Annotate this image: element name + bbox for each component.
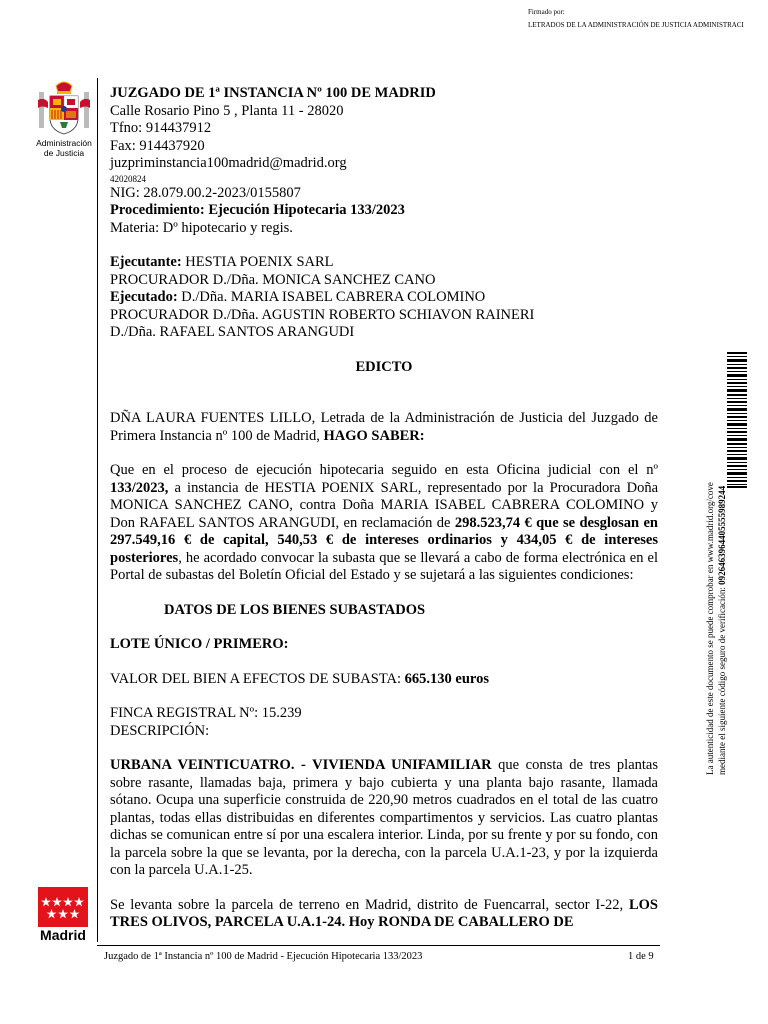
materia: Materia: Dº hipotecario y regis.	[110, 219, 293, 236]
valor-line	[110, 671, 658, 689]
coat-of-arms-icon	[36, 80, 92, 140]
intro-text: DÑA LAURA FUENTES LILLO, Letrada de la Administración de Justicia del Juzgado de Primera Instancia nº 100 de Madrid,	[110, 410, 658, 444]
descripcion-label: DESCRIPCIÓN:	[110, 722, 210, 739]
body-paragraph-1	[110, 462, 658, 585]
verification-code: 0926463964405555989244	[717, 485, 727, 585]
intro-paragraph	[110, 410, 658, 445]
signature-block	[528, 6, 744, 32]
footer-rule	[97, 945, 660, 946]
datos-title: DATOS DE LOS BIENES SUBASTADOS	[164, 601, 426, 618]
court-title: JUZGADO DE 1ª INSTANCIA Nº 100 DE MADRID	[110, 85, 436, 101]
admin-label-line2: de Justicia	[43, 148, 85, 158]
urbana-paragraph	[110, 757, 658, 880]
court-address: Calle Rosario Pino 5 , Planta 11 - 28020	[110, 102, 344, 119]
nig: NIG: 28.079.00.2-2023/0155807	[110, 184, 301, 201]
ejecutado	[110, 289, 658, 307]
madrid-logo-text: Madrid	[40, 927, 86, 943]
admin-label-line1: Administración	[36, 138, 92, 148]
ejecutante-value: HESTIA POENIX SARL	[181, 254, 334, 270]
verification-line2	[716, 482, 728, 775]
court-email: juzpriminstancia100madrid@madrid.org	[110, 155, 347, 171]
body1-amounts: 298.523,74 € que se desglosan en 297.549,16 € de capital, 540,53 € de intereses ordinarios y 434,05 € de intereses posteriores	[110, 514, 658, 566]
barcode-icon	[727, 352, 747, 488]
court-phone: Tfno: 914437912	[110, 120, 212, 136]
signature-signer: LETRADOS DE LA ADMINISTRACIÓN DE JUSTICIA ADMINISTRACI	[528, 21, 744, 29]
verification-note	[704, 482, 728, 775]
procurador-ejecutante: PROCURADOR D./Dña. MONICA SANCHEZ CANO	[110, 271, 436, 288]
edicto-heading: EDICTO	[355, 358, 413, 375]
levanta-paragraph	[110, 897, 658, 932]
left-margin-rule	[97, 78, 98, 942]
body1-text3: , he acordado convocar la subasta que se llevará a cabo de forma electrónica en el Portal de subastas del Boletín Oficial del Estado y se sujetará a las siguientes condiciones:	[110, 549, 658, 583]
valor-label: VALOR DEL BIEN A EFECTOS DE SUBASTA:	[110, 670, 405, 687]
ejecutante-label: Ejecutante:	[110, 254, 182, 270]
levanta-bold: LOS TRES OLIVOS, PARCELA U.A.1-24. Hoy RONDA DE CABALLERO DE	[110, 896, 658, 930]
verification-line1: La autenticidad de este documento se puede comprobar en www.madrid.org/cove	[705, 482, 715, 775]
valor-value: 665.130 euros	[404, 670, 489, 687]
verification-label: mediante el siguiente código seguro de verificación:	[717, 584, 727, 775]
signature-label: Firmado por:	[528, 8, 565, 16]
body1-text1: Que en el proceso de ejecución hipotecaria seguido en esta Oficina judicial con el nº	[110, 462, 658, 478]
body1-case-number: 133/2023,	[110, 479, 169, 496]
page-number: 1 de 9	[628, 951, 654, 962]
lote-heading: LOTE ÚNICO / PRIMERO:	[110, 636, 289, 652]
other-party: D./Dña. RAFAEL SANTOS ARANGUDI	[110, 324, 355, 340]
finca-registral: FINCA REGISTRAL Nº: 15.239	[110, 705, 302, 721]
urbana-text: que consta de tres plantas sobre rasante, llamadas baja, primera y bajo cubierta y una planta bajo rasante, llamada sótano. Ocupa una superficie construida de 220,90 metros cuadrados en el total de las cuatro plantas, todas ellas distribuidas en diferentes compartimentos y servicios. Las cuatro plantas dichas se comunican entre sí por una escalera interior. Linda, por su frente y por su fondo, con la parcela sobre la que se levanta, por la derecha, con la parcela U.A.1-23, y por la izquierda con la parcela U.A.1-25.	[110, 757, 658, 878]
ejecutado-value: D./Dña. MARIA ISABEL CABRERA COLOMINO	[177, 289, 486, 305]
body1-text2: a instancia de HESTIA POENIX SARL, representado por la Procuradora Doña MONICA SANCHEZ CANO, contra Doña MARIA ISABEL CABRERA COLOMINO y Don RAFAEL SANTOS ARANGUDI, en reclamación de	[110, 479, 658, 531]
procedure: Procedimiento: Ejecución Hipotecaria 133/2023	[110, 202, 405, 218]
document-body	[110, 85, 658, 932]
procurador-ejecutado: PROCURADOR D./Dña. AGUSTIN ROBERTO SCHIAVON RAINERI	[110, 306, 535, 323]
urbana-title: URBANA VEINTICUATRO. - VIVIENDA UNIFAMILIAR	[110, 757, 492, 773]
ejecutante	[110, 254, 658, 272]
ejecutado-label: Ejecutado:	[110, 289, 178, 305]
court-code: 42020824	[110, 173, 146, 184]
footer-reference: Juzgado de 1ª Instancia nº 100 de Madrid - Ejecución Hipotecaria 133/2023	[104, 951, 423, 962]
levanta-text: Se levanta sobre la parcela de terreno en Madrid, distrito de Fuencarral, sector I-22,	[110, 896, 629, 913]
court-fax: Fax: 914437920	[110, 137, 205, 154]
administracion-justicia-label	[22, 138, 106, 158]
hago-saber: HAGO SABER:	[323, 427, 425, 444]
madrid-logo-icon	[38, 887, 88, 927]
